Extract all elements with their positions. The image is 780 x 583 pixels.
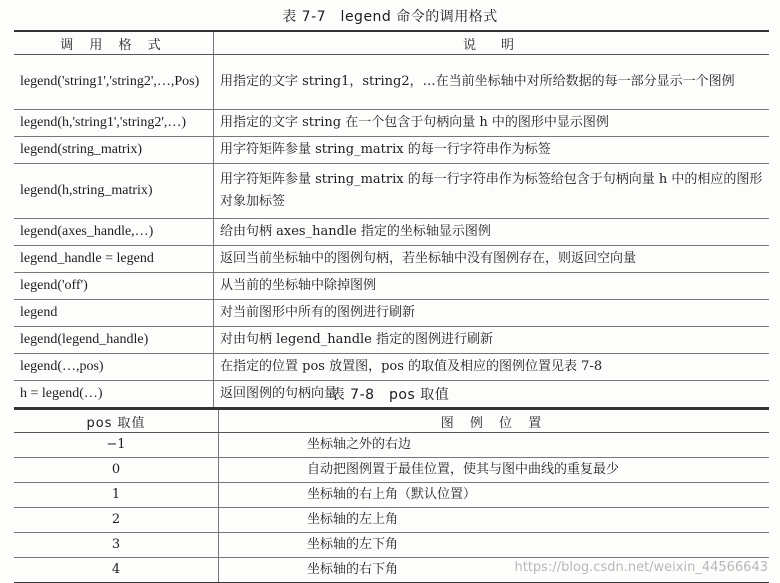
format-cell: legend	[14, 300, 214, 327]
table-row	[14, 327, 769, 354]
table-7-8-title: 表 7-8 pos 取值	[330, 387, 450, 403]
table-row	[14, 433, 769, 458]
table-row	[14, 137, 769, 164]
table-row	[14, 110, 769, 137]
position-description-cell: 坐标轴的左下角	[219, 533, 770, 558]
header-call-format: 调 用 格 式	[14, 31, 214, 55]
description-cell: 对当前图形中所有的图例进行刷新	[214, 300, 770, 327]
header-legend-position: 图 例 位 置	[219, 409, 770, 433]
position-description-cell: 自动把图例置于最佳位置，使其与图中曲线的重复最少	[219, 458, 770, 483]
format-cell: legend(h,string_matrix)	[14, 164, 214, 219]
format-cell: legend('off')	[14, 273, 214, 300]
format-cell: legend_handle = legend	[14, 246, 214, 273]
pos-value-cell: 0	[14, 458, 219, 483]
table-7-7-title: 表 7-7 legend 命令的调用格式	[282, 9, 498, 25]
table-row	[14, 164, 769, 219]
table-header-row	[14, 409, 769, 433]
pos-value-cell: 1	[14, 483, 219, 508]
pos-values-table	[14, 408, 769, 583]
table-row	[14, 354, 769, 381]
position-description-cell: 坐标轴的右上角（默认位置）	[219, 483, 770, 508]
watermark-url: https://blog.csdn.net/weixin_44566643	[514, 560, 768, 575]
pos-value-cell: 3	[14, 533, 219, 558]
header-pos-value: pos 取值	[14, 409, 219, 433]
legend-call-format-table	[14, 30, 769, 409]
format-cell: h = legend(…)	[14, 381, 214, 409]
table-row	[14, 219, 769, 246]
header-description: 说 明	[214, 31, 770, 55]
format-cell: legend('string1','string2',…,Pos)	[14, 55, 214, 110]
pos-value-cell: 2	[14, 508, 219, 533]
description-cell: 用指定的文字 string1，string2，…在当前坐标轴中对所给数据的每一部分显示一个图例	[214, 55, 770, 110]
table-row	[14, 533, 769, 558]
table-row	[14, 246, 769, 273]
description-cell: 返回图例的句柄向量	[214, 381, 770, 409]
position-description-cell: 坐标轴之外的右边	[219, 433, 770, 458]
description-cell: 从当前的坐标轴中除掉图例	[214, 273, 770, 300]
table-row	[14, 300, 769, 327]
format-cell: legend(axes_handle,…)	[14, 219, 214, 246]
format-cell: legend(h,'string1','string2',…)	[14, 110, 214, 137]
table-header-row	[14, 31, 769, 55]
format-cell: legend(…,pos)	[14, 354, 214, 381]
table-row	[14, 458, 769, 483]
description-cell: 用字符矩阵参量 string_matrix 的每一行字符串作为标签	[214, 137, 770, 164]
pos-value-cell: −1	[14, 433, 219, 458]
position-description-cell: 坐标轴的左上角	[219, 508, 770, 533]
format-cell: legend(string_matrix)	[14, 137, 214, 164]
table-row	[14, 55, 769, 110]
description-cell: 对由句柄 legend_handle 指定的图例进行刷新	[214, 327, 770, 354]
table-row	[14, 508, 769, 533]
pos-value-cell: 4	[14, 558, 219, 583]
format-cell: legend(legend_handle)	[14, 327, 214, 354]
description-cell: 在指定的位置 pos 放置图，pos 的取值及相应的图例位置见表 7-8	[214, 354, 770, 381]
description-cell: 给由句柄 axes_handle 指定的坐标轴显示图例	[214, 219, 770, 246]
description-cell: 用字符矩阵参量 string_matrix 的每一行字符串作为标签给包含于句柄向量 h 中的相应的图形对象加标签	[214, 164, 770, 219]
description-cell: 用指定的文字 string 在一个包含于句柄向量 h 中的图形中显示图例	[214, 110, 770, 137]
position-description-cell: 坐标轴的右下角	[219, 558, 770, 583]
table-row	[14, 483, 769, 508]
description-cell: 返回当前坐标轴中的图例句柄，若坐标轴中没有图例存在，则返回空向量	[214, 246, 770, 273]
table-row	[14, 273, 769, 300]
